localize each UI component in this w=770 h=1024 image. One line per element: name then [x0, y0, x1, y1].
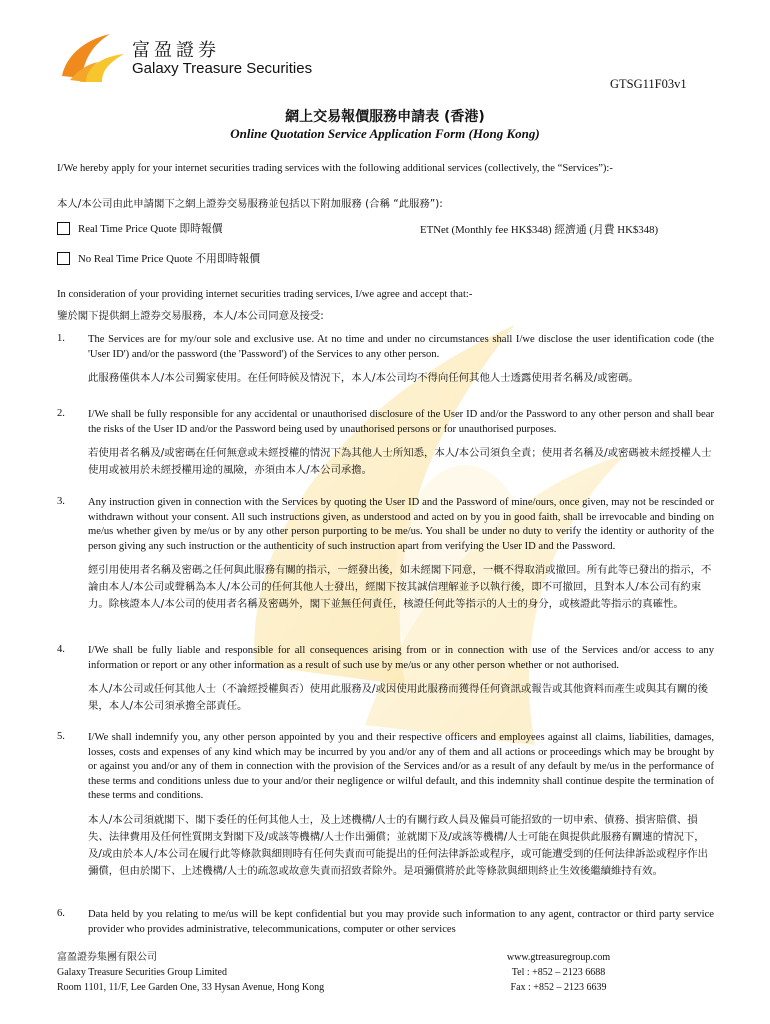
option-no-real-time-quote[interactable] — [57, 251, 260, 266]
no-real-time-quote-checkbox[interactable] — [57, 252, 70, 265]
term-chinese: 若使用者名稱及/或密碼在任何無意或未經授權的情況下為其他人士所知悉，本人/本公司須負全責；使用者名稱及/或密碼被未經授權人士使用或被用於未經授權用途的風險，亦須由本人/本公司承擔。 — [88, 447, 712, 476]
footer-address: Room 1101, 11/F, Lee Garden One, 33 Hysan Avenue, Hong Kong — [57, 982, 325, 993]
term-english: Data held by you relating to me/us will be kept confidential but you may provide such information to any agent, contractor or third party service provider who provides administrative, telecommunications, computer or other services — [88, 909, 714, 935]
term-chinese: 經引用使用者名稱及密碼之任何與此服務有關的指示，一經發出後，如未經閣下同意，一概不得取消或撤回。所有此等已發出的指示，不論由本人/本公司或聲稱為本人/本公司的任何其他人士發出，經閣下按其誠信理解並予以執行後，即不可撤回，且對本人/本公司有約束力。除核證本人/本公司的使用者名稱及密碼外，閣下並無任何責任，核證任何此等指示的人士的身分，或核證此等指示的真確性。 — [88, 564, 712, 610]
consideration-chinese: 鑒於閣下提供網上證券交易服務，本人/本公司同意及接受: — [57, 310, 324, 322]
footer-tel: Tel : +852 – 2123 6688 — [511, 967, 606, 978]
footer-company-chinese: 富盈證券集團有限公司 — [57, 952, 157, 963]
term-number: 3. — [57, 496, 65, 507]
brand-name-english: Galaxy Treasure Securities — [132, 60, 313, 77]
term-number: 2. — [57, 408, 65, 419]
brand-name-chinese: 富盈證券 — [132, 40, 220, 61]
term-chinese: 本人/本公司須就閣下、閣下委任的任何其他人士，及上述機構/人士的有關行政人員及僱員可能招致的一切申索、債務、損害賠償、損失、法律費用及任何性質開支對閣下及/或該等機構/人士作出彌償；並就閣下及/或該等機構/人士可能在與提供此服務有關連的情況下，及/或由於本人/本公司在履行此等條款與細則時有任何失責而可能提出的任何法律訴訟或程序，或可能遭受到的任何法律訴訟或程序作出彌償，但由於閣下、上述機構/人士的疏忽或故意失責而招致者除外。是項彌償將於此等條款與細則終止生效後繼續維持有效。 — [88, 813, 709, 877]
footer-fax: Fax : +852 – 2123 6639 — [510, 982, 607, 993]
consideration-english: In consideration of your providing internet securities trading services, I/we agree and accept that:- — [57, 289, 473, 300]
term-english: I/We shall be fully liable and responsible for all consequences arising from or in connection with use of the Services and/or access to any information or report or any other information as a result of such use by me/us or any other person whether or not authorised. — [88, 645, 714, 671]
term-number: 6. — [57, 908, 65, 919]
footer-company-english: Galaxy Treasure Securities Group Limited — [57, 967, 227, 978]
term-number: 4. — [57, 644, 65, 655]
term-number: 5. — [57, 731, 65, 742]
form-code: GTSG11F03v1 — [610, 77, 687, 91]
intro-chinese: 本人/本公司由此申請閣下之網上證券交易服務並包括以下附加服務 (合稱 “此服務”): — [57, 198, 443, 210]
term-english: Any instruction given in connection with the Services by quoting the User ID and the Password of mine/ours, once given, may not be rescinded or withdrawn without your consent. All such instructions given, as understood and acted on by you in good faith, shall be irrevocable and binding on me/us whether given by me/us or by any other person purporting to be me/us. You shall be under no duty to verify the identity or authority of the person giving any such instruction or the authenticity of such instruction apart from verifying the User ID and the Password. — [88, 497, 714, 552]
form-title-english: Online Quotation Service Application Form (Hong Kong) — [230, 126, 540, 141]
term-chinese: 此服務僅供本人/本公司獨家使用。在任何時候及情況下，本人/本公司均不得向任何其他人士透露使用者名稱及/或密碼。 — [88, 372, 639, 384]
real-time-quote-checkbox[interactable] — [57, 222, 70, 235]
intro-english: I/We hereby apply for your internet securities trading services with the following additional services (collectively, the “Services”):- — [57, 163, 613, 174]
form-title-chinese: 網上交易報價服務申請表 (香港) — [285, 109, 485, 125]
galaxy-swoosh-icon — [58, 30, 128, 84]
etnet-option-label: ETNet (Monthly fee HK$348) 經濟通 (月費 HK$348) — [420, 224, 659, 236]
term-english: I/We shall indemnify you, any other person appointed by you and their respective officers and employees against all claims, liabilities, damages, losses, costs and expenses of any kind which may be incurred by you and/or any of them and all actions or proceedings which may be brought by or against you and/or any of them in connection with the provision of the Services and/or as a result of any default by me/us in the performance of these terms and conditions unless due to your and/or their negligence or wilful default, and this indemnity shall continue despite the termination of these terms and conditions. — [88, 732, 714, 801]
option-real-time-quote[interactable] — [57, 221, 223, 236]
no-real-time-quote-label: No Real Time Price Quote 不用即時報價 — [78, 253, 261, 265]
footer-website: www.gtreasuregroup.com — [506, 952, 611, 963]
footer-contact-info — [486, 950, 631, 995]
real-time-quote-label: Real Time Price Quote 即時報價 — [78, 223, 223, 235]
term-chinese: 本人/本公司或任何其他人士（不論經授權與否）使用此服務及/或因使用此服務而獲得任何資訊或報告或其他資料而產生或與其有關的後果，本人/本公司須承擔全部責任。 — [88, 683, 709, 712]
term-number: 1. — [57, 333, 65, 344]
term-english: I/We shall be fully responsible for any accidental or unauthorised disclosure of the User ID and/or the Password to any other person and shall bear the risks of the User ID and/or the Password being used by unauthorised persons or for unauthorised purposes. — [88, 409, 714, 435]
term-english: The Services are for my/our sole and exclusive use. At no time and under no circumstances shall I/we disclose the user identification code (the 'User ID') and/or the password (the 'Password') of the Services to any other person. — [88, 334, 714, 360]
footer-company-info — [57, 950, 324, 995]
